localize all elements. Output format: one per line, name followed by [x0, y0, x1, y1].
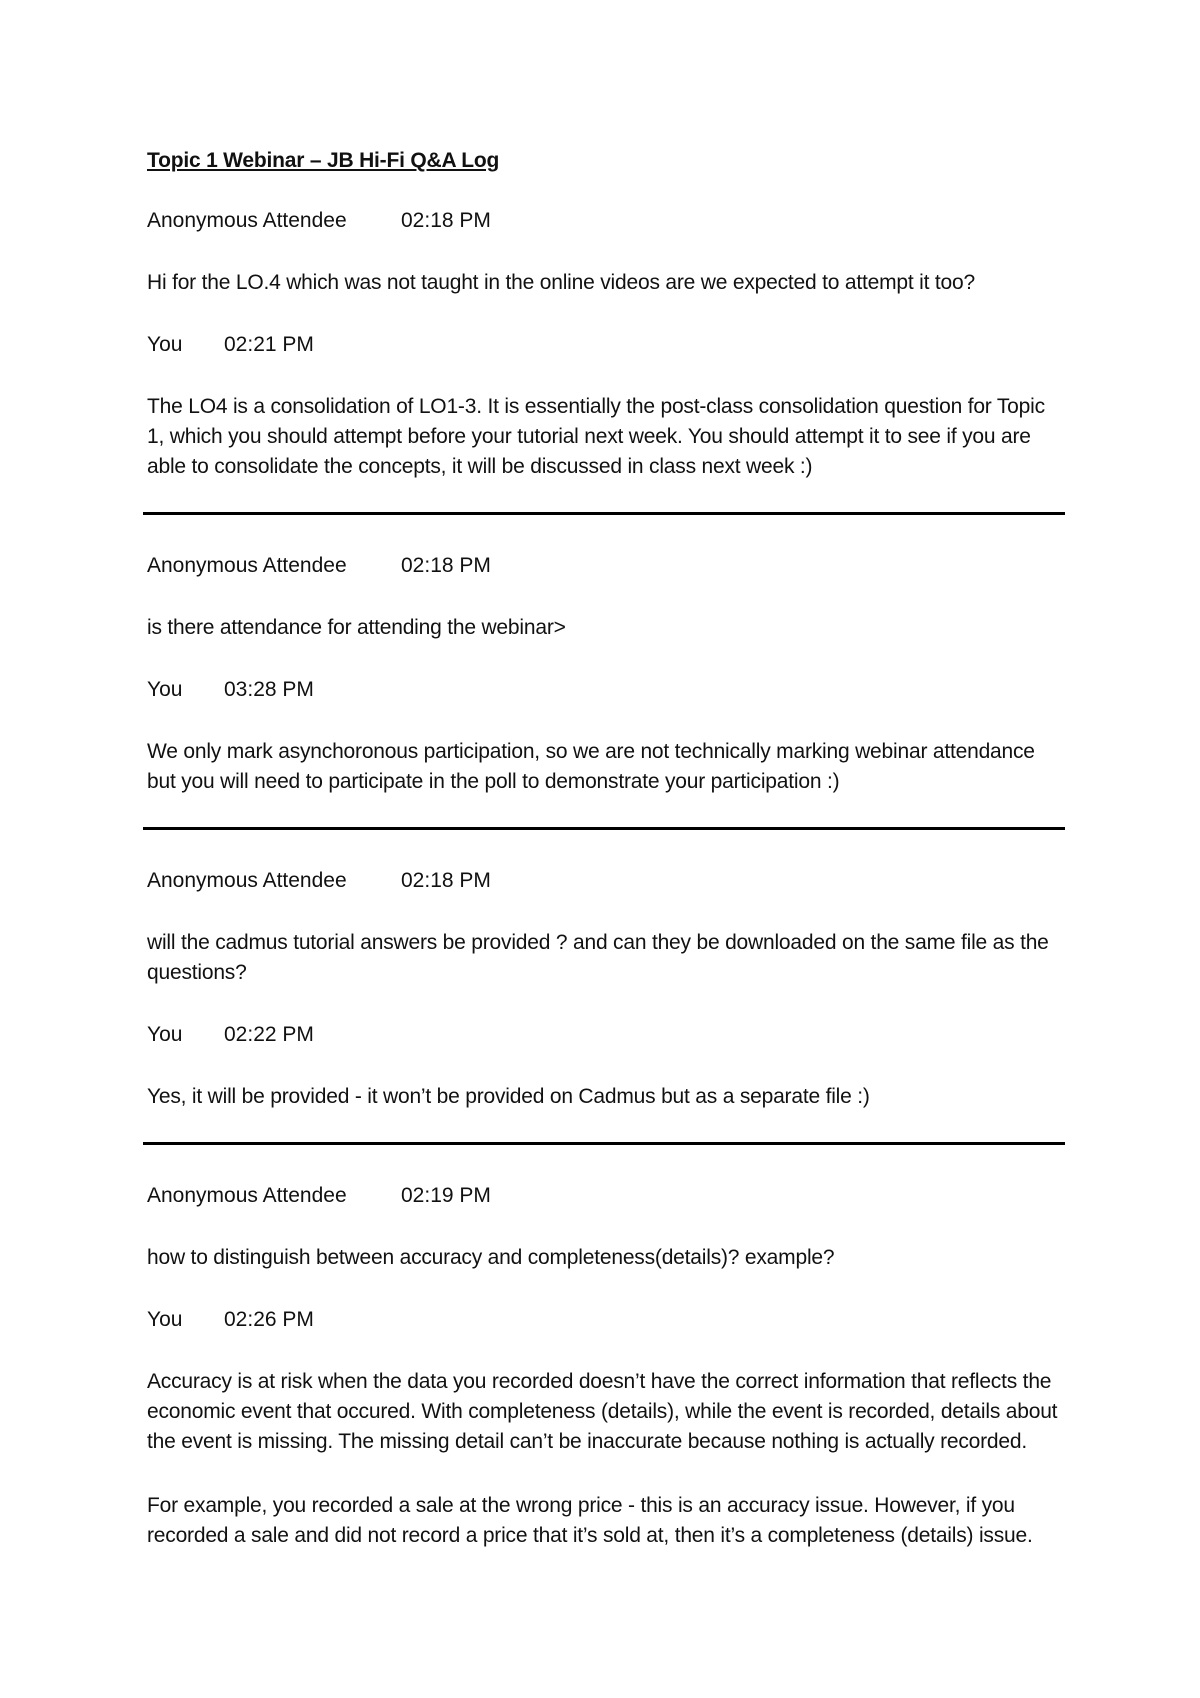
question-meta	[147, 868, 1065, 894]
question-time: 02:18 PM	[401, 869, 491, 892]
answer-time: 02:22 PM	[224, 1023, 314, 1046]
answer-author: You	[147, 1308, 183, 1331]
answer-time: 03:28 PM	[224, 678, 314, 701]
entry-divider	[143, 1142, 1065, 1145]
answer-meta	[147, 1307, 1065, 1333]
answer-text: We only mark asynchoronous participation, so we are not technically marking webinar attendance but you will need to participate in the poll to demonstrate your participation :)	[147, 740, 1035, 793]
question-author: Anonymous Attendee	[147, 1184, 347, 1207]
question-meta	[147, 553, 1065, 579]
question-author: Anonymous Attendee	[147, 209, 347, 232]
question-meta	[147, 208, 1065, 234]
document-content	[147, 148, 1065, 1585]
answer-time: 02:21 PM	[224, 333, 314, 356]
answer-author: You	[147, 1023, 183, 1046]
question-time: 02:19 PM	[401, 1184, 491, 1207]
answer-meta	[147, 1022, 1065, 1048]
entry-divider	[143, 827, 1065, 830]
answer-time: 02:26 PM	[224, 1308, 314, 1331]
answer-author: You	[147, 678, 183, 701]
qa-entry	[147, 208, 1065, 482]
question-text: how to distinguish between accuracy and completeness(details)? example?	[147, 1246, 835, 1269]
entry-divider	[143, 512, 1065, 515]
answer-meta	[147, 677, 1065, 703]
question-text: is there attendance for attending the webinar>	[147, 616, 566, 639]
answer-text: Yes, it will be provided - it won’t be provided on Cadmus but as a separate file :)	[147, 1085, 870, 1108]
answer-meta	[147, 332, 1065, 358]
question-meta	[147, 1183, 1065, 1209]
qa-entry	[147, 868, 1065, 1112]
question-time: 02:18 PM	[401, 209, 491, 232]
answer-text: Accuracy is at risk when the data you recorded doesn’t have the correct information that reflects the economic event that occured. With completeness (details), while the event is recorded, details about the event is missing. The missing detail can’t be inaccurate because nothing is actually recorded.	[147, 1370, 1058, 1453]
question-author: Anonymous Attendee	[147, 554, 347, 577]
question-time: 02:18 PM	[401, 554, 491, 577]
question-text: will the cadmus tutorial answers be provided ? and can they be downloaded on the same file as the questions?	[147, 931, 1049, 984]
question-author: Anonymous Attendee	[147, 869, 347, 892]
answer-author: You	[147, 333, 183, 356]
document-title: Topic 1 Webinar – JB Hi-Fi Q&A Log	[147, 149, 500, 172]
answer-text: For example, you recorded a sale at the wrong price - this is an accuracy issue. However, if you recorded a sale and did not record a price that it’s sold at, then it’s a completeness (details) issue.	[147, 1494, 1033, 1547]
answer-text: The LO4 is a consolidation of LO1-3. It is essentially the post-class consolidation question for Topic 1, which you should attempt before your tutorial next week. You should attempt it to see if you are able to consolidate the concepts, it will be discussed in class next week :)	[147, 395, 1045, 478]
qa-entry	[147, 1183, 1065, 1551]
question-text: Hi for the LO.4 which was not taught in the online videos are we expected to attempt it too?	[147, 271, 975, 294]
qa-entry	[147, 553, 1065, 797]
